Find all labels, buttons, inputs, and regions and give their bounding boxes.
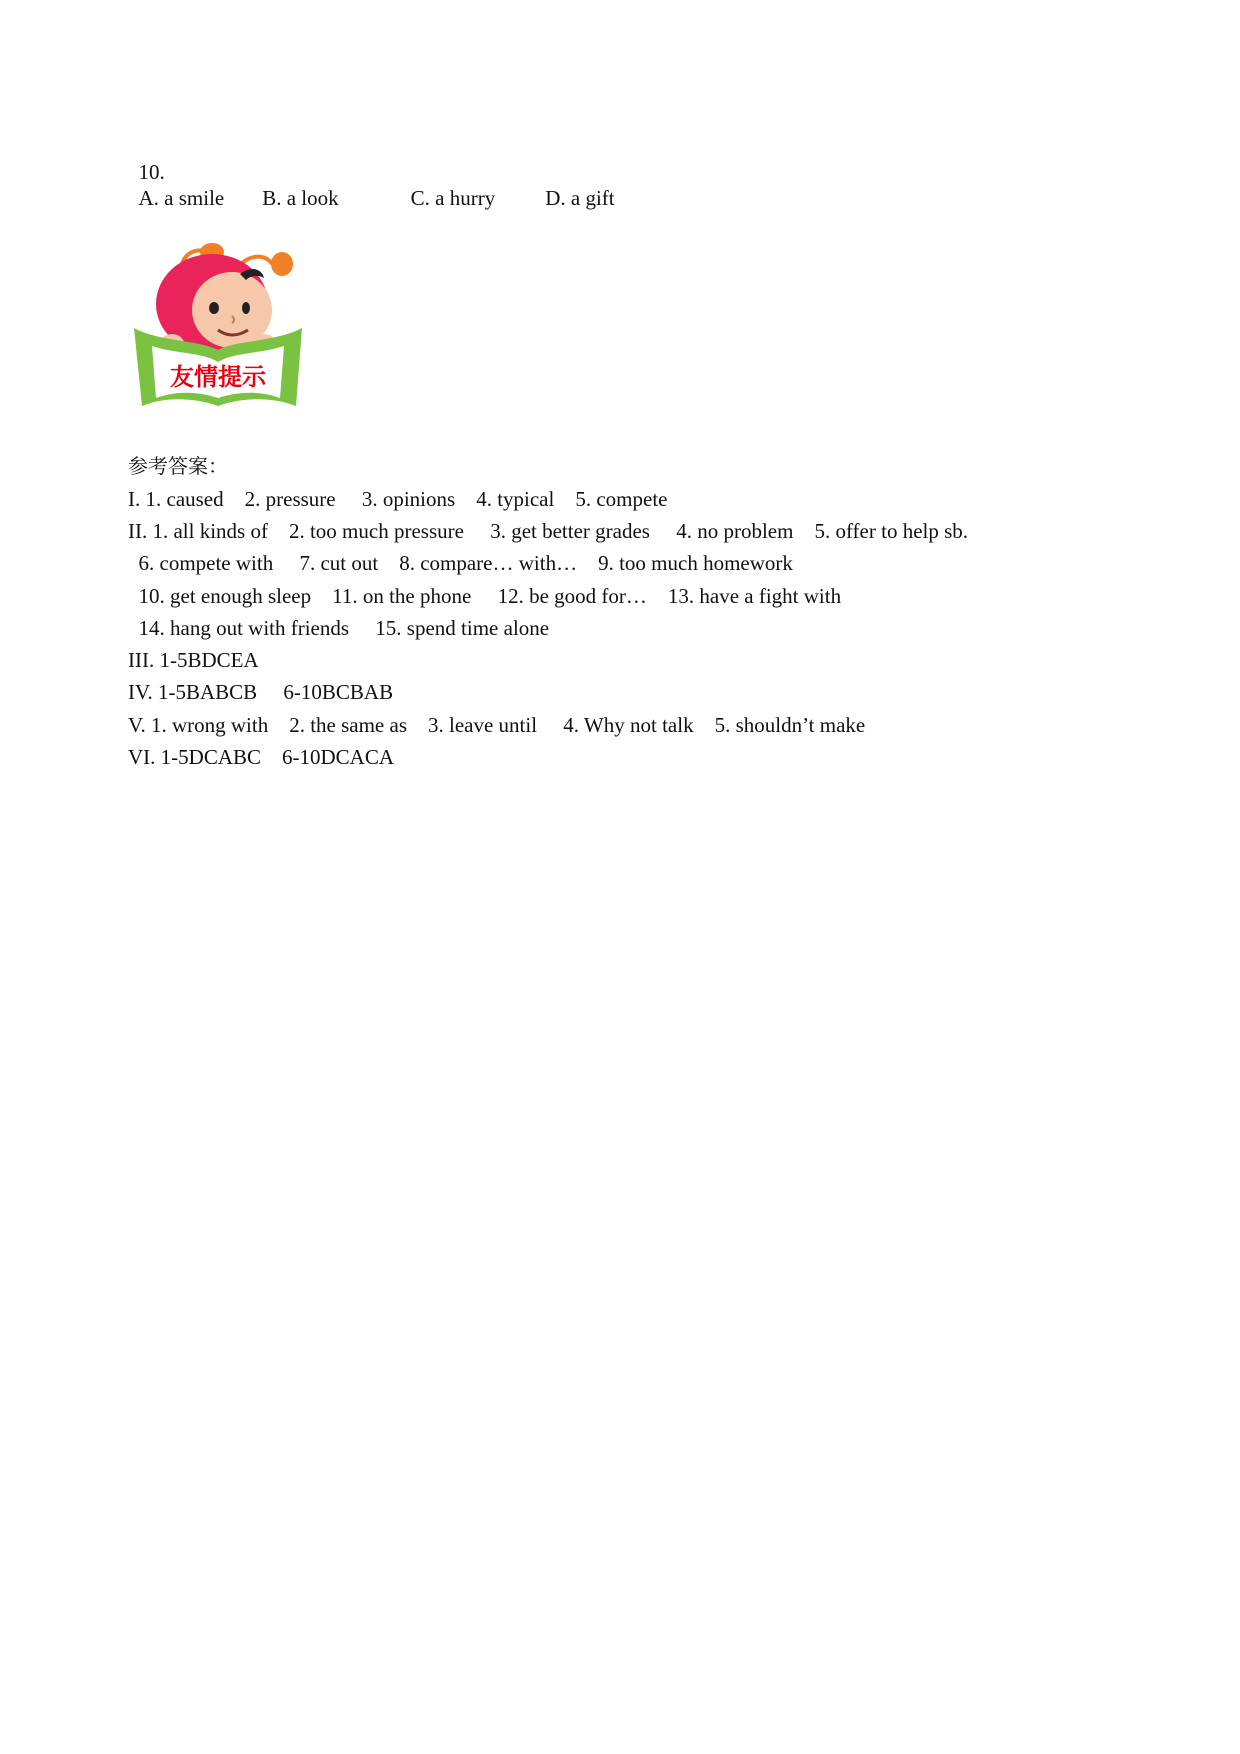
answer-line-5: 14. hang out with friends 15. spend time alone: [128, 616, 550, 640]
option-b: B. a look: [262, 186, 339, 210]
friendly-tip-logo: [130, 238, 308, 408]
option-a: A. a smile: [138, 186, 225, 210]
answer-line-3: 6. compete with 7. cut out 8. compare… with… 9. too much homework: [128, 551, 793, 575]
answer-line-8: V. 1. wrong with 2. the same as 3. leave until 4. Why not talk 5. shouldn’t make: [128, 713, 866, 737]
answer-line-6: III. 1-5BDCEA: [128, 648, 259, 672]
tip-logo-text: 友情提示: [170, 363, 266, 391]
cartoon-ant-reading-book-icon: [130, 238, 308, 408]
answers-heading: 参考答案：: [128, 454, 228, 478]
question-number: 10.: [138, 160, 165, 184]
answer-line-2: II. 1. all kinds of 2. too much pressure 3. get better grades 4. no problem 5. offer to help sb.: [128, 519, 969, 543]
answer-line-1: I. 1. caused 2. pressure 3. opinions 4. typical 5. compete: [128, 487, 668, 511]
answer-line-9: VI. 1-5DCABC 6-10DCACA: [128, 745, 395, 769]
answer-line-7: IV. 1-5BABCB 6-10BCBAB: [128, 680, 394, 704]
option-c: C. a hurry: [410, 186, 496, 210]
answer-line-4: 10. get enough sleep 11. on the phone 12. be good for… 13. have a fight with: [128, 584, 842, 608]
option-d: D. a gift: [545, 186, 615, 210]
question-10: [128, 133, 615, 211]
